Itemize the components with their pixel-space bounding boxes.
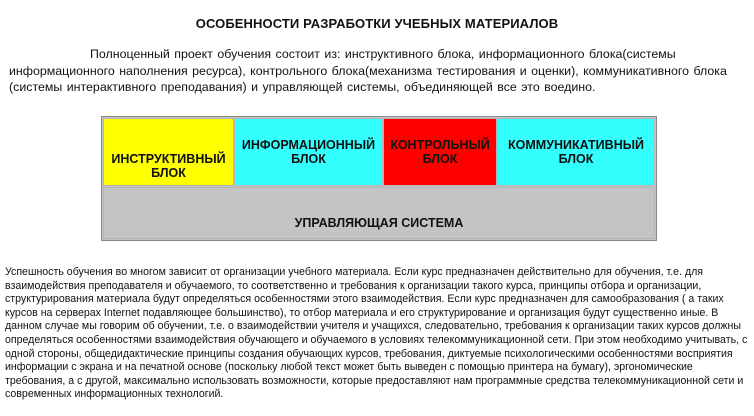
control-block <box>383 118 497 186</box>
page-title: ОСОБЕННОСТИ РАЗРАБОТКИ УЧЕБНЫХ МАТЕРИАЛОВ <box>195 16 559 31</box>
information-block-line2: БЛОК <box>291 152 326 166</box>
information-block-line1: ИНФОРМАЦИОННЫЙ <box>241 138 376 152</box>
management-system-label: УПРАВЛЯЮЩАЯ СИСТЕМА <box>294 216 464 230</box>
control-block-line2: БЛОК <box>422 152 458 166</box>
intro-paragraph: Полноценный проект обучения состоит из: инструктивного блока, информационного блока(системы информационного наполнения ресурса), контрольного блока(механизма тестирования и оценки), коммуникативного блока (системы интерактивного преподавания) и управляющей системы, объединяющей все это воедино. <box>9 47 727 94</box>
communicative-block-line2: БЛОК <box>558 152 594 166</box>
body-paragraph: Успешность обучения во многом зависит от организации учебного материала. Если курс предназначен действительно для обучения, т.е. для взаимодействия преподавателя и обучаемого, то соответственно и требования к организации такого курса, принципы отбора и организации, структурирования материала будут определяться особенностями этого взаимодействия. Если курс предназначен для самообразования ( а таких курсов на серверах Internet подавляющее большинство), то отбор материала и его структурирование и организация будут существенно иные. В данном случае мы говорим об обучении, т.е. о взаимодействии учителя и учащихся, следовательно, требования к организации таких курсов должны определяться особенностями взаимодействия обучающего и обучаемого в условиях телекоммуникационной сети. При этом необходимо учитывать, с одной стороны, общедидактические принципы создания обучающих курсов, требования, диктуемые психологическими особенностями восприятия информации с экрана и на печатной основе (поскольку любой текст может быть выведен с помощью принтера на бумагу), эргономические требования, а с другой, максимально использовать возможности, которые предоставляют нам программные средства телекоммуникационной сети и современных информационных технологий. <box>5 266 748 401</box>
control-block-line1: КОНТРОЛЬНЫЙ <box>390 138 490 152</box>
communicative-block <box>497 118 655 186</box>
communicative-block-line1: КОММУНИКАТИВНЫЙ <box>508 138 644 152</box>
management-system-block <box>103 187 655 239</box>
instructive-block <box>103 118 234 186</box>
information-block <box>234 118 383 186</box>
structure-diagram <box>101 116 657 241</box>
instructive-block-line1: ИНСТРУКТИВНЫЙ <box>111 152 226 166</box>
instructive-block-line2: БЛОК <box>151 166 186 180</box>
